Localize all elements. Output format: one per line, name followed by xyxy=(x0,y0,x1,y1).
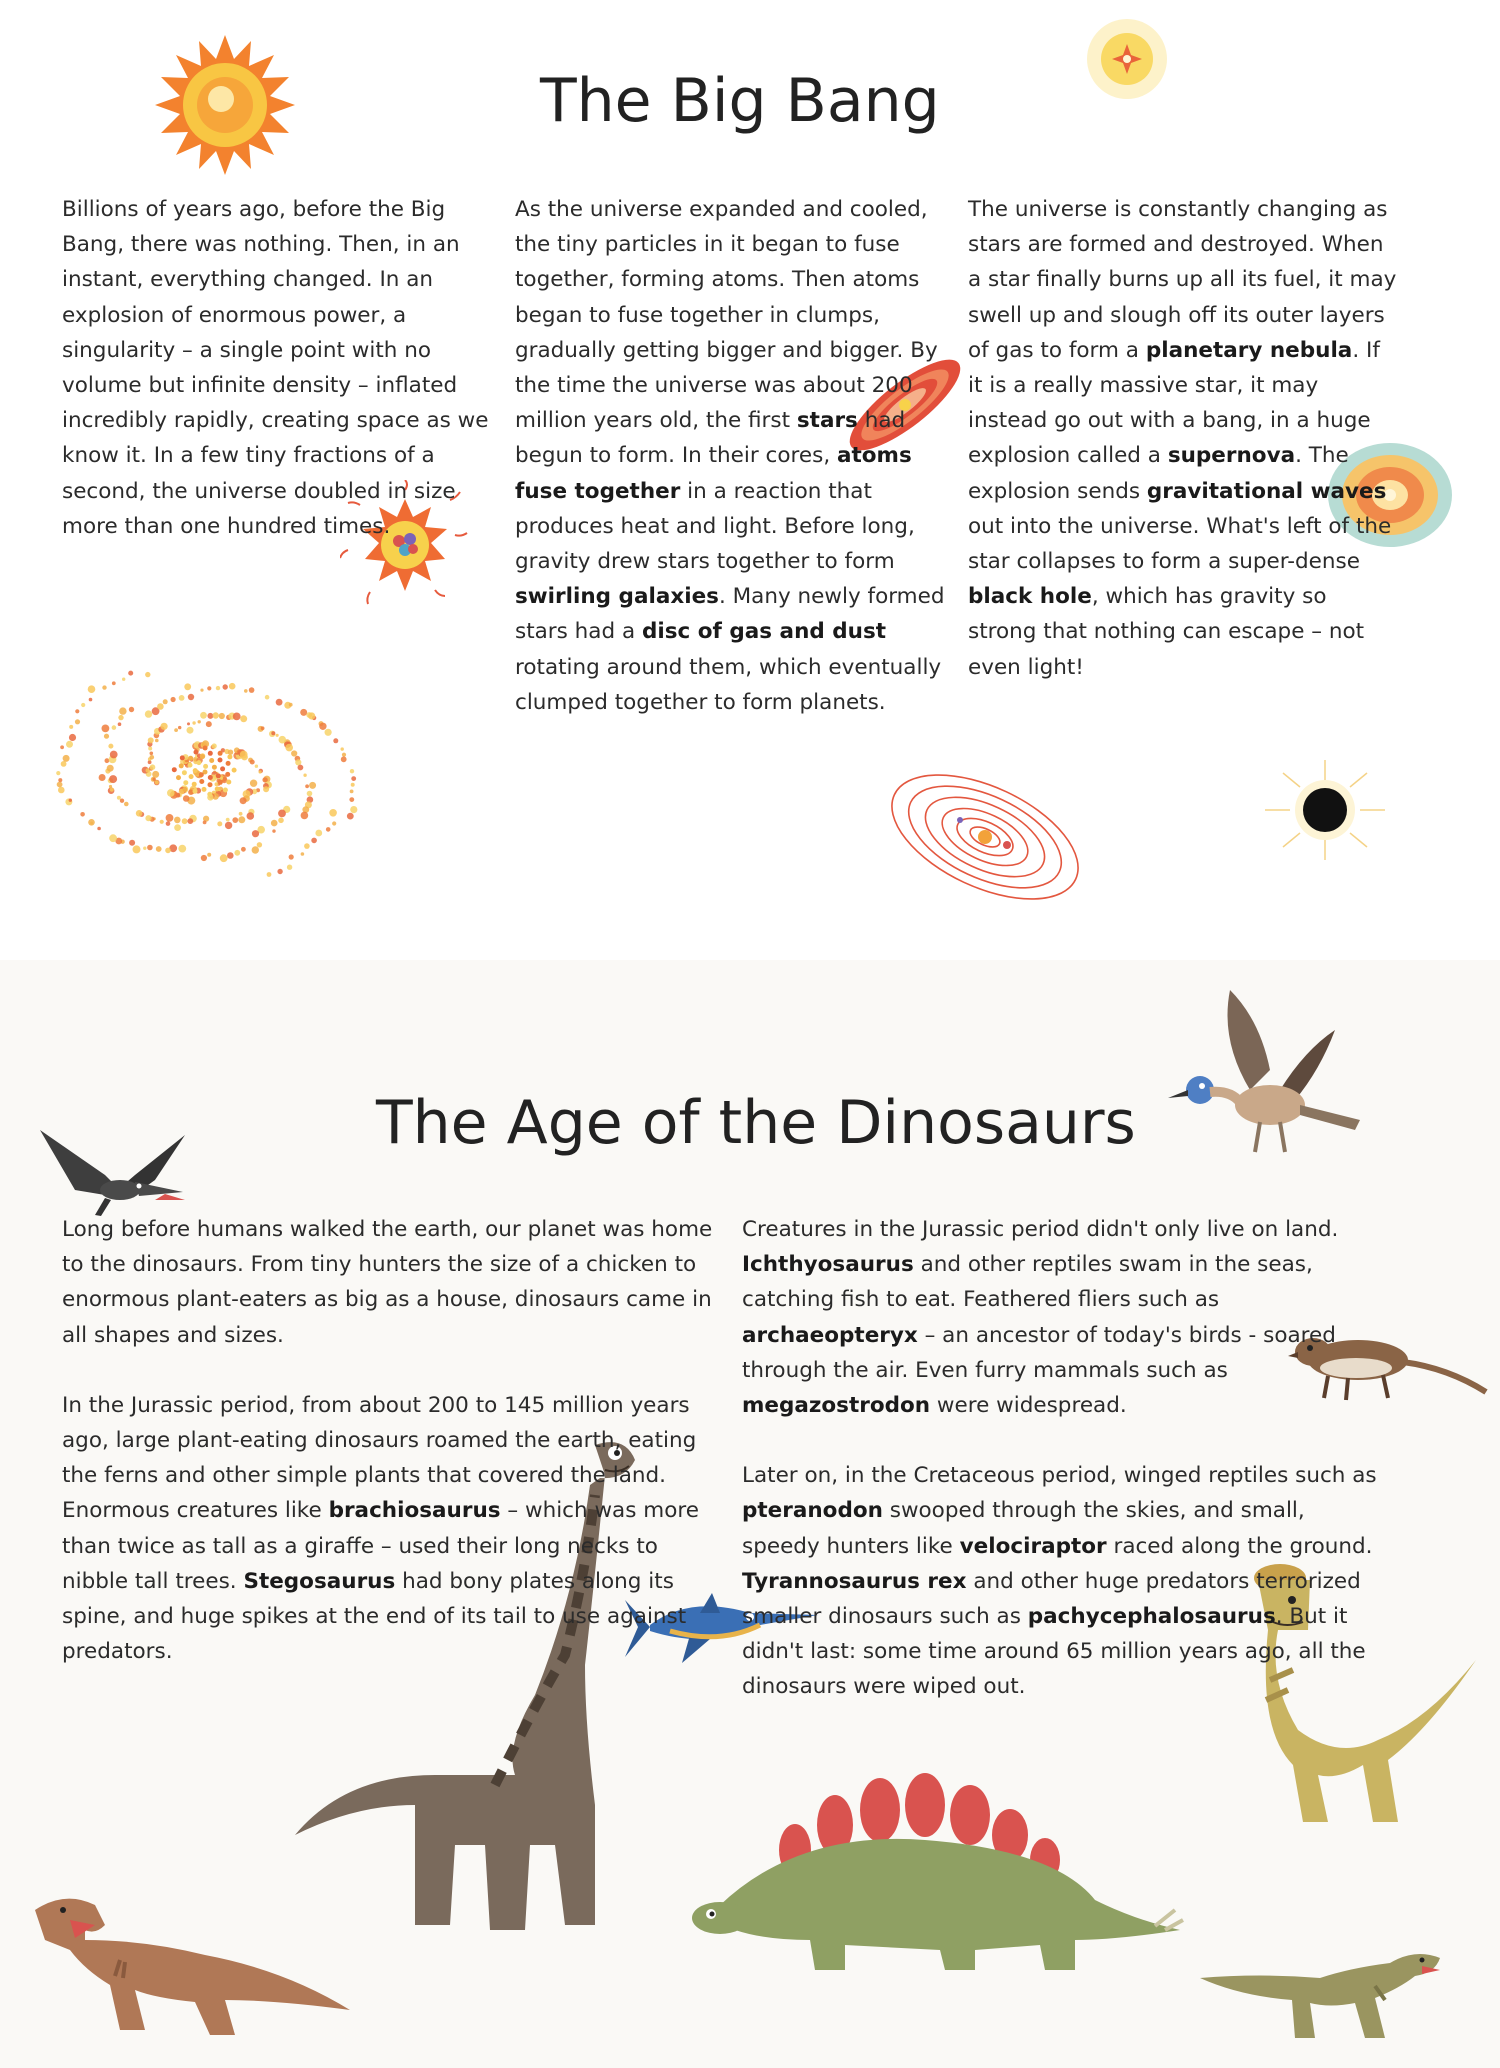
dinosaurs-column-right xyxy=(742,1212,1382,1740)
stegosaurus-icon xyxy=(675,1770,1185,1975)
text-run: Later on, in the Cretaceous period, winged reptiles such as xyxy=(742,1463,1377,1489)
bold-term: megazostrodon xyxy=(742,1393,931,1419)
paragraph xyxy=(742,1212,1382,1423)
solar-system-orbits-icon xyxy=(880,762,1090,912)
spiral-galaxy-icon xyxy=(50,665,360,880)
page-title-big-bang: The Big Bang xyxy=(540,66,940,136)
text-run: . If it is a really massive star, it may instead go out with a bang, in a huge explosion called a xyxy=(968,337,1380,469)
paragraph xyxy=(62,1212,722,1353)
velociraptor-icon xyxy=(1200,1928,1445,2043)
big-bang-column-1: Billions of years ago, before the Big Bang, there was nothing. Then, in an instant, everything changed. In an explosion of enormous power, a singularity – a single point with no volume but infinite density – inflated incredibly rapidly, creating space as we know it. In a few tiny fractions of a second, the universe doubled in size more than one hundred times. xyxy=(62,197,489,539)
text-run: were widespread. xyxy=(930,1393,1127,1419)
bold-term: Ichthyosaurus xyxy=(742,1252,914,1278)
bold-term: black hole xyxy=(968,584,1092,610)
bold-term: swirling galaxies xyxy=(515,584,719,610)
bold-term: planetary nebula xyxy=(1145,337,1353,363)
text-run: Long before humans walked the earth, our planet was home to the dinosaurs. From tiny hunters the size of a chicken to enormous plant-eaters as big as a house, dinosaurs came in all shapes and sizes. xyxy=(62,1217,713,1348)
black-hole-icon xyxy=(1255,755,1395,865)
bold-term: pachycephalosaurus xyxy=(1027,1604,1276,1630)
archaeopteryx-icon xyxy=(1160,980,1370,1180)
text-run: had bony plates along its spine, and huge spikes at the end of its tail to use against predators. xyxy=(62,1568,687,1665)
text-run: . The explosion sends xyxy=(968,443,1349,504)
text-run: and other huge predators terrorized smaller dinosaurs such as xyxy=(742,1568,1361,1630)
text-run: swooped through the skies, and small, speedy hunters like xyxy=(742,1498,1305,1559)
text-run: , which has gravity so strong that nothing can escape – not even light! xyxy=(968,584,1365,680)
text-run: Creatures in the Jurassic period didn't only live on land. xyxy=(742,1217,1339,1242)
bold-term: brachiosaurus xyxy=(328,1498,501,1524)
page-title-dinosaurs: The Age of the Dinosaurs xyxy=(376,1088,1136,1158)
text-run: – an ancestor of today's birds - soared through the air. Even furry mammals such as xyxy=(742,1322,1336,1383)
bold-term: velociraptor xyxy=(959,1533,1107,1559)
text-run: raced along the ground. xyxy=(1106,1533,1373,1559)
text-run: – which was more than twice as tall as a giraffe – used their long necks to nibble tall trees. xyxy=(62,1498,699,1594)
tyrannosaurus-icon xyxy=(25,1880,355,2040)
bold-term: supernova xyxy=(1167,443,1296,469)
bold-term: pteranodon xyxy=(742,1498,883,1524)
text-run: in a reaction that produces heat and light. Before long, gravity drew stars together to form xyxy=(515,478,915,575)
text-run: rotating around them, which eventually clumped together to form planets. xyxy=(515,654,942,715)
text-run: had begun to form. In their cores, xyxy=(515,408,906,469)
small-star-icon xyxy=(1082,14,1172,104)
bold-term: Tyrannosaurus rex xyxy=(742,1568,967,1594)
paragraph xyxy=(62,1388,722,1670)
text-run: . Many newly formed stars had a xyxy=(515,584,945,645)
dinosaurs-column-left xyxy=(62,1212,722,1704)
paragraph xyxy=(742,1458,1382,1704)
bold-term: gravitational waves xyxy=(1146,478,1387,504)
sun-explosion-icon xyxy=(150,30,300,180)
big-bang-column-3 xyxy=(968,192,1398,685)
bold-term: atoms fuse together xyxy=(515,443,912,504)
bold-term: disc of gas and dust xyxy=(641,619,887,645)
text-run: and other reptiles swam in the seas, catching fish to eat. Feathered fliers such as xyxy=(742,1252,1313,1313)
text-run: The universe is constantly changing as stars are formed and destroyed. When a star finally burns up all its fuel, it may swell up and slough off its outer layers of gas to form a xyxy=(968,197,1397,363)
pteranodon-icon xyxy=(35,1120,195,1225)
bold-term: Stegosaurus xyxy=(243,1568,396,1594)
text-run: out into the universe. What's left of the star collapses to form a super-dense xyxy=(968,513,1392,575)
big-bang-column-2 xyxy=(515,192,945,720)
bold-term: stars xyxy=(796,408,858,434)
text-run: . But it didn't last: some time around 65 million years ago, all the dinosaurs were wiped out. xyxy=(742,1604,1366,1700)
bold-term: archaeopteryx xyxy=(742,1322,918,1348)
text-run: In the Jurassic period, from about 200 to 145 million years ago, large plant-eating dinosaurs roamed the earth, eating the ferns and other simple plants that covered the land. Enormous creatures like xyxy=(62,1392,697,1524)
text-run: As the universe expanded and cooled, the tiny particles in it began to fuse together, forming atoms. Then atoms began to fuse together in clumps, gradually getting bigger and bigger. By the time the universe was about 200 million years old, the first xyxy=(515,197,938,434)
